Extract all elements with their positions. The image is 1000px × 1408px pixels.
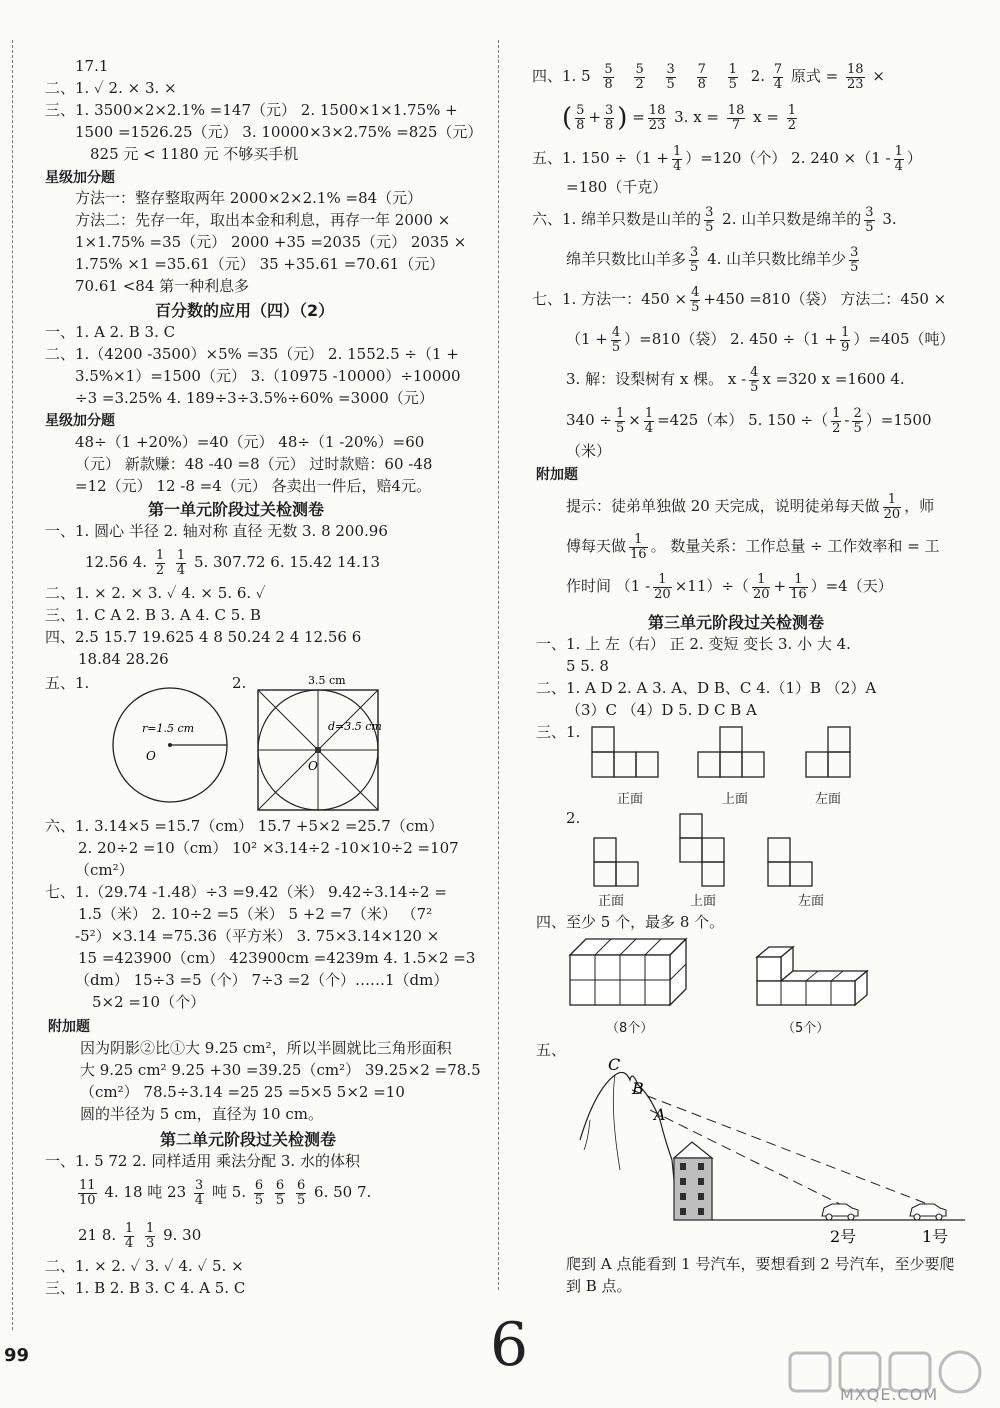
car-1-label: 1号: [922, 1227, 949, 1246]
answer-line: 因为阴影②比①大 9.25 cm²，所以半圆就比三角形面积: [80, 1039, 452, 1057]
radius-label: r=1.5 cm: [142, 722, 195, 735]
section-title: 百分数的应用（四）（2）: [155, 301, 335, 320]
view-label-top: 上面: [722, 792, 749, 807]
view-label-left: 左面: [798, 894, 825, 909]
side-label: 3.5 cm: [308, 674, 346, 687]
fraction: $\frac{18}{23}$: [847, 61, 864, 92]
answer-line: ÷3 =3.25% 4. 189÷3÷3.5%÷60% =3000（元）: [75, 389, 434, 407]
answer-text: x =: [753, 108, 779, 126]
fraction: $\frac{4}{5}$: [750, 364, 759, 395]
cube-count-5: （5个）: [782, 1021, 830, 1036]
circle-radius-figure: [100, 680, 240, 810]
fraction: $\frac{6}{5}$: [296, 1177, 306, 1208]
answer-text: 3.: [882, 210, 897, 228]
answer-text: 吨 5.: [211, 1183, 247, 1201]
answer-line: 48÷（1 +20%）=40（元） 48÷（1 -20%）=60: [75, 433, 425, 451]
answer-line: 1.75% ×1 =35.61（元） 35 +35.61 =70.61（元）: [75, 255, 445, 273]
answer-line: 大 9.25 cm² 9.25 +30 =39.25（cm²） 39.25×2 =78.5: [80, 1061, 481, 1079]
answer-line: [566, 486, 934, 526]
answer-text: 340 ÷: [566, 411, 612, 429]
fraction: $\frac{3}{4}$: [194, 1177, 204, 1208]
view-label-top: 上面: [690, 894, 717, 909]
fraction: $\frac{1}{16}$: [790, 571, 807, 602]
column-divider: [498, 40, 499, 1290]
answer-text: 2.: [750, 67, 766, 85]
answer-line: 17.1: [75, 57, 109, 75]
answer-line: 70.61 <84 第一种利息多: [75, 277, 250, 295]
answer-text: ）=810（袋） 2. 450 ÷（1 +: [624, 330, 838, 348]
answer-line: 四、2.5 15.7 19.625 4 8 50.24 2 4 12.56 6: [45, 628, 362, 646]
answer-text: 六、1. 绵羊只数是山羊的: [532, 210, 702, 228]
answer-line: [532, 280, 946, 318]
answer-text: ）=4（天）: [810, 577, 893, 595]
paren-close: ): [617, 103, 628, 133]
fraction: $\frac{1}{4}$: [176, 547, 186, 578]
fraction: $\frac{1}{2}$: [155, 547, 165, 578]
answer-text: 4. 山羊只数比绵羊少: [707, 250, 847, 268]
answer-text: 2. 山羊只数是绵羊的: [722, 210, 862, 228]
answer-line: [566, 360, 905, 398]
section-title: 第三单元阶段过关检测卷: [648, 613, 825, 632]
view-label-front: 正面: [598, 894, 625, 909]
answer-text: +450 =810（袋） 方法二：450 ×: [703, 290, 947, 308]
answer-line: 一、1. A 2. B 3. C: [45, 323, 176, 341]
answer-line: ( $\frac{5}{8}$ + $\frac{3}{8}$ ) = $\frac{18}{23}$ 3. x = $\frac{18}{7}$ x = $\frac{1}{2}$: [562, 102, 796, 133]
answer-line: 爬到 A 点能看到 1 号汽车，要想看到 2 号汽车，至少要爬: [566, 1255, 955, 1273]
answer-line: 三、1. C A 2. B 3. A 4. C 5. B: [45, 606, 261, 624]
fraction: $\frac{1}{2}$: [832, 405, 841, 436]
fraction: $\frac{6}{5}$: [254, 1177, 264, 1208]
view-label-front: 正面: [617, 792, 644, 807]
answer-line: [78, 1216, 201, 1254]
answer-text: ）=120（个） 2. 240 ×（1 -: [685, 149, 891, 167]
section-title: 第二单元阶段过关检测卷: [160, 1130, 337, 1149]
fraction: $\frac{2}{5}$: [853, 405, 862, 436]
answer-text: =425（本） 5. 150 ÷（: [657, 411, 829, 429]
fraction: $\frac{1}{16}$: [630, 531, 647, 562]
answer-text: ×: [872, 67, 885, 85]
answer-line: 5 5. 8: [566, 657, 609, 675]
answer-line: [532, 56, 885, 96]
answer-line: 一、1. 圆心 半径 2. 轴对称 直径 无数 3. 8 200.96: [45, 522, 388, 540]
answer-text: 五、1. 150 ÷（1 +: [532, 149, 669, 167]
answer-line: 二、1. A D 2. A 3. A、D B、C 4.（1）B （2）A: [536, 679, 877, 697]
answer-text: 七、1. 方法一：450 ×: [532, 290, 688, 308]
fraction: $\frac{1}{4}$: [894, 143, 903, 174]
answer-line: 15 =423900（cm） 423900cm =4239m 4. 1.5×2 =3: [78, 949, 476, 967]
answer-line: 圆的半径为 5 cm，直径为 10 cm。: [80, 1105, 323, 1123]
answer-line: -5²）×3.14 =75.36（平方米） 3. 75×3.14×120 ×: [75, 927, 440, 945]
fraction: $\frac{3}{5}$: [690, 244, 699, 275]
answer-text: ）=405（吨）: [853, 330, 955, 348]
answer-line: 方法一：整存整取两年 2000×2×2.1% =84（元）: [75, 189, 423, 207]
answer-line: 1.5（米） 2. 10÷2 =5（米） 5 +2 =7（米） （7²: [78, 905, 433, 923]
answer-line: 到 B 点。: [566, 1277, 632, 1295]
answer-line: 三、1. 3500×2×2.1% =147（元） 2. 1500×1×1.75% +: [45, 101, 458, 119]
answer-line: [566, 240, 862, 278]
answer-text: ×11）÷（: [674, 577, 749, 595]
answer-text: 9. 30: [163, 1226, 202, 1244]
answer-text: 作时间 （1 -: [566, 577, 651, 595]
fraction: $\frac{3}{5}$: [850, 244, 859, 275]
fraction: $\frac{7}{4}$: [773, 61, 783, 92]
answer-line: 二、1. × 2. ✓ 3. ✓ 4. ✓ 5. ×: [45, 1257, 244, 1275]
fraction: $\frac{1}{9}$: [841, 324, 850, 355]
answer-line: 一、1. 上 左（右） 正 2. 变短 变长 3. 小 大 4.: [536, 635, 851, 653]
answer-line: 六、1. 3.14×5 =15.7（cm） 15.7 +5×2 =25.7（cm）: [45, 817, 444, 835]
answer-text: ）=1500: [865, 411, 932, 429]
cube-stack-8: [568, 935, 698, 1015]
answer-text: ）: [906, 149, 922, 167]
diameter-label: d=3.5 cm: [328, 720, 382, 733]
answer-line: [85, 543, 380, 581]
answer-line: [532, 140, 922, 176]
answer-text: 3. 解：设梨树有 x 棵。 x -: [566, 370, 747, 388]
section-title: 第一单元阶段过关检测卷: [148, 500, 325, 519]
answer-text: 绵羊只数比山羊多: [566, 250, 687, 268]
page-number: 99: [4, 1345, 30, 1366]
point-a-label: A: [654, 1105, 666, 1124]
answer-line: （cm²） 78.5÷3.14 =25 25 =5×5 5×2 =10: [80, 1083, 405, 1101]
handwritten-mark: 6: [490, 1310, 529, 1380]
fraction: $\frac{1}{5}$: [615, 405, 625, 436]
bonus-heading: 附加题: [536, 467, 578, 483]
mountain-sight-figure: [570, 1050, 970, 1250]
answer-line: 四、至少 5 个，最多 8 个。: [536, 913, 725, 931]
answer-text: 4. 18 吨 23: [104, 1183, 187, 1201]
answer-line: 2. 20÷2 =10（cm） 10² ×3.14÷2 -10×10÷2 =107: [78, 839, 459, 857]
fraction: $\frac{1}{20}$: [654, 571, 671, 602]
answer-line: 方法二：先存一年，取出本金和利息，再存一年 2000 ×: [75, 211, 451, 229]
answer-line: 2.: [566, 809, 581, 827]
fraction: $\frac{1}{2}$: [787, 102, 796, 133]
fraction: $\frac{4}{5}$: [611, 324, 621, 355]
answer-line: （dm） 15÷3 =5（个） 7÷3 =2（个）……1（dm）: [75, 971, 449, 989]
fraction: $\frac{18}{23}$: [648, 102, 666, 133]
answer-line: [566, 400, 932, 440]
watermark-url: MXQE.COM: [840, 1385, 939, 1404]
point-b-label: B: [632, 1079, 644, 1098]
bonus-heading: 星级加分题: [45, 413, 115, 429]
square-circle-figure: [250, 672, 390, 818]
bonus-heading: 星级加分题: [45, 170, 115, 186]
answer-line: [566, 320, 955, 358]
answer-text: ，师: [904, 497, 935, 515]
answer-text: 提示：徒弟单独做 20 天完成，说明徒弟每天做: [566, 497, 880, 515]
answer-text: （1 +: [566, 330, 608, 348]
fraction: $\frac{3}{5}$: [705, 204, 714, 235]
answer-line: 二、1. ✓ 2. × 3. ×: [45, 79, 177, 97]
answer-text: +: [773, 577, 787, 595]
answer-line: （米）: [566, 442, 612, 460]
answer-line: 2.: [232, 674, 247, 692]
cube-stack-5: [755, 945, 885, 1015]
fraction: $\frac{5}{2}$: [635, 61, 644, 92]
fraction: $\frac{1}{20}$: [883, 491, 901, 522]
center-label: O: [146, 749, 156, 763]
answer-text: 原式 =: [790, 67, 839, 85]
fraction: $\frac{1}{4}$: [124, 1220, 134, 1251]
fraction: $\frac{3}{5}$: [865, 204, 874, 235]
answer-line: [532, 200, 897, 238]
fraction: $\frac{18}{7}$: [727, 102, 745, 133]
cube-count-8: （8个）: [606, 1021, 654, 1036]
answer-line: 1×1.75% =35（元） 2000 +35 =2035（元） 2035 ×: [75, 233, 467, 251]
center-label: O: [308, 759, 318, 773]
answer-line: 二、1.（4200 -3500）×5% =35（元） 2. 1552.5 ÷（1 +: [45, 345, 459, 363]
answer-text: x =320 x =1600 4.: [762, 370, 905, 388]
answer-line: 5×2 =10（个）: [92, 993, 206, 1011]
three-views-set-1: [590, 725, 970, 785]
answer-text: -: [844, 411, 850, 429]
answer-line: =180（千克）: [566, 178, 668, 196]
answer-line: [566, 566, 893, 606]
answer-line: 3.5%×1）=1500（元） 3.（10975 -10000）÷10000: [75, 367, 461, 385]
fraction: $\frac{1}{5}$: [728, 61, 737, 92]
answer-text: 。 数量关系：工作总量 ÷ 工作效率和 = 工: [650, 537, 940, 555]
answer-line: 825 元 < 1180 元 不够买手机: [90, 145, 299, 163]
point-c-label: C: [608, 1055, 621, 1074]
answer-line: [75, 1172, 371, 1212]
fraction: $\frac{6}{5}$: [275, 1177, 285, 1208]
fraction: $\frac{5}{8}$: [604, 61, 613, 92]
answer-text: 21 8.: [78, 1226, 117, 1244]
fraction: $\frac{3}{8}$: [605, 102, 614, 133]
fraction: $\frac{7}{8}$: [697, 61, 706, 92]
answer-line: [566, 526, 940, 566]
fraction: $\frac{1}{4}$: [644, 405, 654, 436]
answer-text: 12.56 4.: [85, 553, 148, 571]
answer-line: 三、1. B 2. B 3. C 4. A 5. C: [45, 1279, 246, 1297]
answer-line: 七、1.（29.74 -1.48）÷3 =9.42（米） 9.42÷3.14÷2 =: [45, 883, 447, 901]
fraction: $\frac{11}{10}$: [79, 1177, 96, 1208]
answer-line: 五、1.: [45, 674, 90, 692]
answer-text: 5. 307.72 6. 15.42 14.13: [193, 553, 381, 571]
paren-open: (: [562, 103, 573, 133]
answer-text: 四、1. 5: [532, 67, 591, 85]
fraction: $\frac{4}{5}$: [691, 284, 700, 315]
three-views-set-2: [590, 810, 970, 890]
answer-line: 一、1. 5 72 2. 同样适用 乘法分配 3. 水的体积: [45, 1152, 360, 1170]
view-label-left: 左面: [815, 792, 842, 807]
answer-text: 6. 50 7.: [314, 1183, 372, 1201]
left-margin-dashes: [12, 40, 13, 1330]
bonus-heading: 附加题: [48, 1019, 90, 1035]
answer-line: =12（元） 12 -8 =4（元） 各卖出一件后，赔4元。: [75, 477, 432, 495]
answer-line: 1500 =1526.25（元） 3. 10000×3×2.75% =825（元）: [75, 123, 483, 141]
answer-text: 3. x =: [674, 108, 720, 126]
answer-line: 三、1.: [536, 723, 581, 741]
answer-text: 傅每天做: [566, 537, 627, 555]
car-2-label: 2号: [830, 1227, 857, 1246]
fraction: $\frac{3}{5}$: [666, 61, 675, 92]
fraction: $\frac{5}{8}$: [576, 102, 585, 133]
answer-line: （3）C （4）D 5. D C B A: [566, 701, 757, 719]
answer-line: 18.84 28.26: [78, 650, 169, 668]
answer-text: ×: [628, 411, 641, 429]
answer-line: （元） 新款赚：48 -40 =8（元） 过时款赔：60 -48: [75, 455, 433, 473]
answer-line: 二、1. × 2. × 3. ✓ 4. × 5. 6. ✓: [45, 584, 266, 602]
fraction: $\frac{1}{3}$: [146, 1220, 155, 1251]
answer-line: （cm²）: [75, 861, 134, 879]
fraction: $\frac{1}{20}$: [752, 571, 770, 602]
fraction: $\frac{1}{4}$: [672, 143, 682, 174]
answer-line: 五、: [536, 1041, 567, 1059]
